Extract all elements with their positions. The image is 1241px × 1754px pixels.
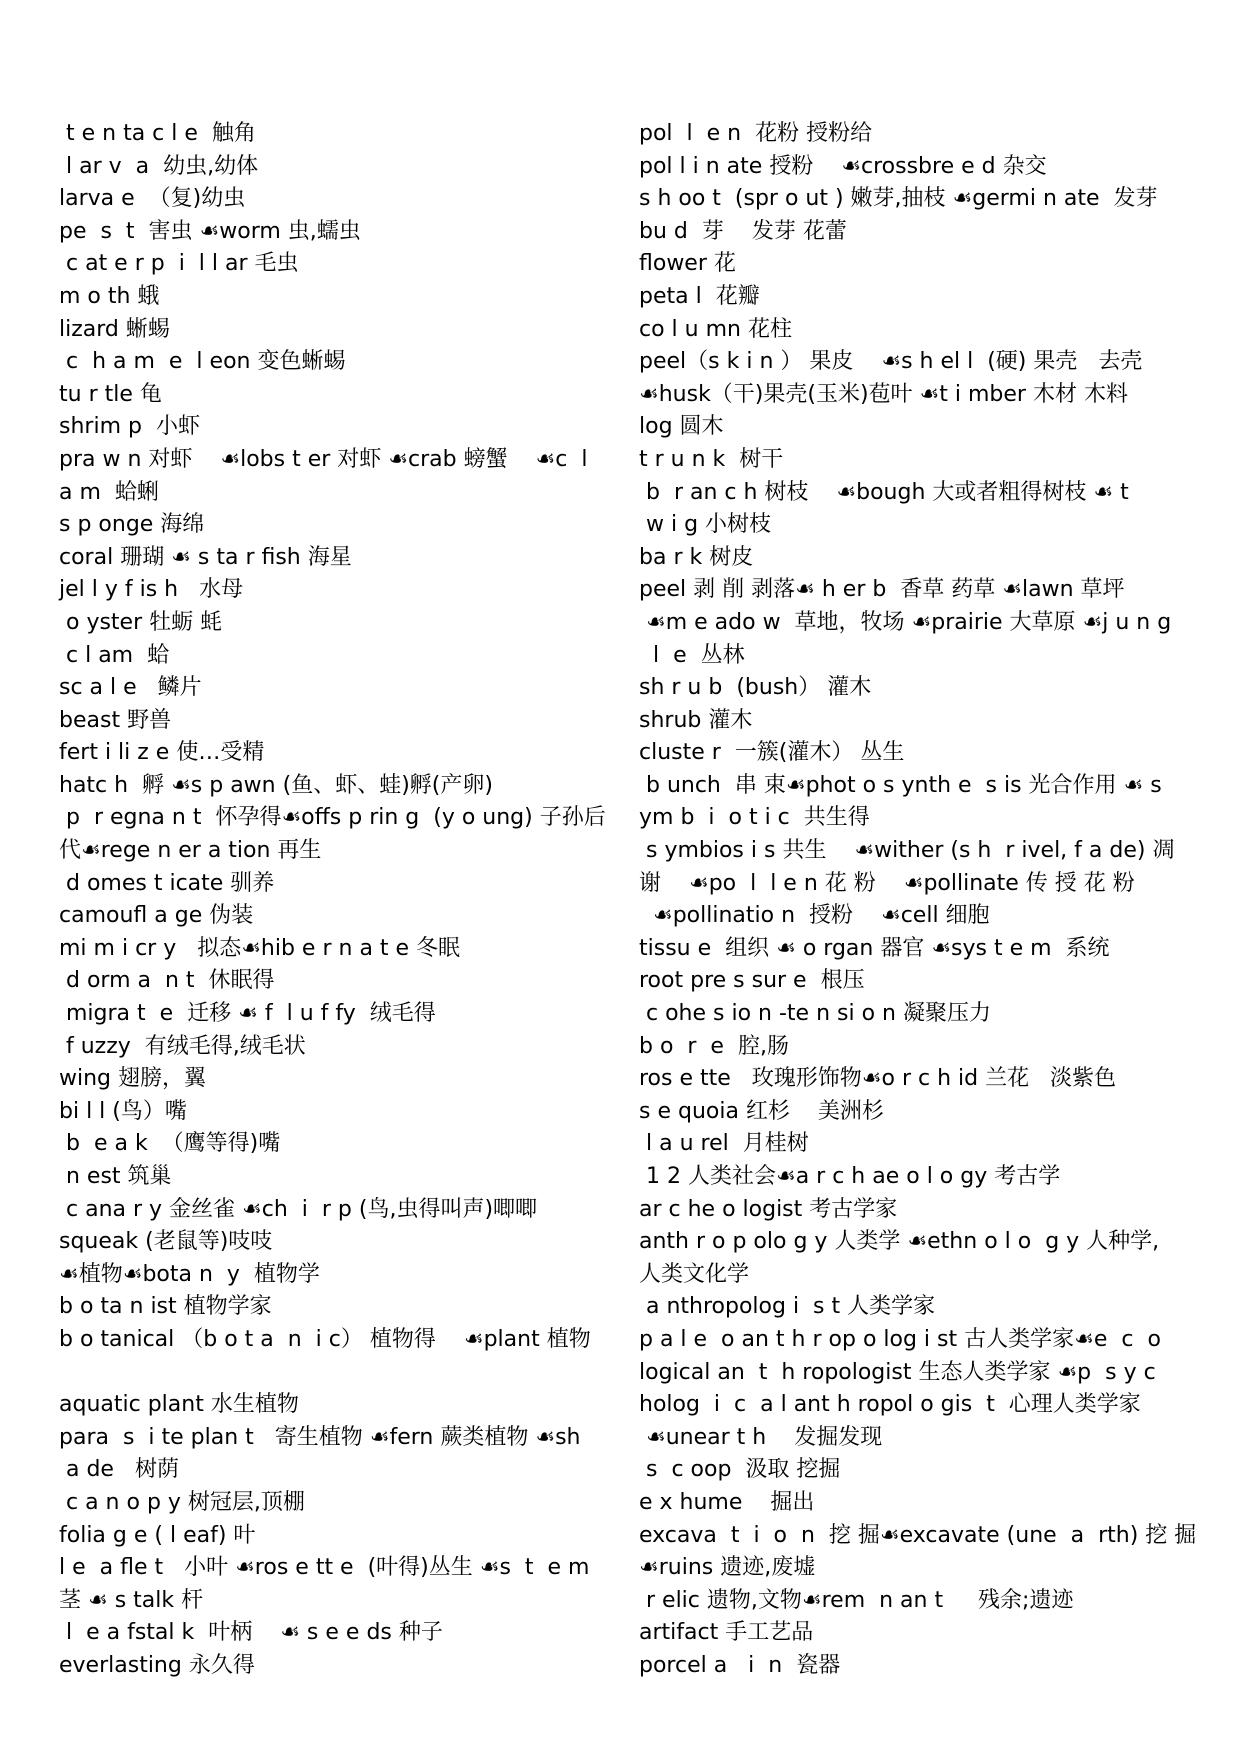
left-vocab-line: 代☙rege n er a tion 再生 [59, 838, 322, 864]
left-vocab-line: migra t e 迁移 ☙ f l u f fy 绒毛得 [59, 1001, 436, 1027]
right-vocab-line: bu d 芽 发芽 花蕾 [639, 218, 847, 244]
left-vocab-line: camoufl a ge 伪装 [59, 903, 254, 929]
right-vocab-line: peel 剥 削 剥落☙ h er b 香草 药草 ☙lawn 草坪 [639, 577, 1125, 603]
right-vocab-line: b unch 串 束☙phot o s ynth e s is 光合作用 ☙ s [639, 772, 1162, 798]
right-vocab-line: logical an t h ropologist 生态人类学家 ☙p s y c [639, 1359, 1156, 1385]
left-vocab-line: f uzzy 有绒毛得,绒毛状 [59, 1033, 306, 1059]
left-vocab-line: lizard 蜥蜴 [59, 316, 170, 342]
left-vocab-line: fert i li z e 使…受精 [59, 740, 265, 766]
left-vocab-line: s p onge 海绵 [59, 512, 205, 538]
right-vocab-line: pol l e n 花粉 授粉给 [639, 121, 873, 146]
left-vocab-line: b o ta n ist 植物学家 [59, 1294, 272, 1320]
right-vocab-line: sh r u b (bush） 灌木 [639, 675, 872, 701]
right-vocab-line: t r u n k 树干 [639, 446, 784, 472]
left-vocab-line: a m 蛤蜊 [59, 479, 159, 505]
right-vocab-line: ba r k 树皮 [639, 544, 754, 570]
left-vocab-line: tu r tle 龟 [59, 381, 162, 407]
left-vocab-line: larva e （复)幼虫 [59, 186, 246, 212]
right-vocab-line: anth r o p olo g y 人类学 ☙ethn o l o g y 人种学, [639, 1229, 1160, 1255]
right-vocab-line: ☙m e ado w 草地，牧场 ☙prairie 大草原 ☙j u n g [639, 609, 1172, 635]
right-vocab-line: excava t i o n 挖 掘☙excavate (une a rth) 挖 掘 [639, 1522, 1197, 1548]
right-vocab-line: pol l i n ate 授粉 ☙crossbre e d 杂交 [639, 153, 1047, 179]
right-vocab-line: ☙pollinatio n 授粉 ☙cell 细胞 [639, 903, 990, 929]
left-vocab-line: c ana r y 金丝雀 ☙ch i r p (鸟,虫得叫声)唧唧 [59, 1196, 538, 1222]
right-vocab-line: r elic 遗物,文物☙rem n an t 残余;遗迹 [639, 1587, 1074, 1613]
left-vocab-line: c h a m e l eon 变色蜥蜴 [59, 349, 346, 375]
left-vocab-line: hatc h 孵 ☙s p awn (鱼、虾、蛙)孵(产卵) [59, 772, 493, 798]
right-vocab-line: root pre s sur e 根压 [639, 968, 865, 994]
right-vocab-line: artifact 手工艺品 [639, 1620, 814, 1646]
left-vocab-line: pra w n 对虾 ☙lobs t er 对虾 ☙crab 螃蟹 ☙c l [59, 446, 588, 472]
left-vocab-line: d orm a n t 休眠得 [59, 968, 275, 994]
left-vocab-line: aquatic plant 水生植物 [59, 1392, 299, 1418]
left-vocab-line: folia g e ( l eaf) 叶 [59, 1522, 256, 1548]
right-vocab-line: log 圆木 [639, 414, 724, 440]
left-vocab-line: c at e r p i l l ar 毛虫 [59, 251, 299, 277]
left-vocab-line: beast 野兽 [59, 707, 172, 733]
left-vocab-line: jel l y f is h 水母 [59, 577, 244, 603]
right-vocab-line: a nthropolog i s t 人类学家 [639, 1294, 936, 1320]
left-vocab-line: t e n ta c l e 触角 [59, 121, 256, 146]
left-vocab-line: squeak (老鼠等)吱吱 [59, 1229, 273, 1255]
right-vocab-line: peel（s k i n ） 果皮 ☙s h el l (硬) 果壳 去壳 [639, 349, 1143, 375]
left-vocab-line: c l am 蛤 [59, 642, 170, 668]
left-vocab-line: para s i te plan t 寄生植物 ☙fern 蕨类植物 ☙sh [59, 1424, 581, 1450]
left-vocab-line: mi m i cr y 拟态☙hib e r n a t e 冬眠 [59, 935, 461, 961]
right-vocab-line: peta l 花瓣 [639, 283, 760, 309]
right-vocab-line: 1 2 人类社会☙a r c h ae o l o gy 考古学 [639, 1164, 1061, 1189]
left-vocab-line: shrim p 小虾 [59, 414, 200, 440]
left-vocab-line: c a n o p y 树冠层,顶棚 [59, 1489, 305, 1515]
right-vocab-line: s c oop 汲取 挖掘 [639, 1457, 841, 1483]
right-vocab-line: ym b i o t i c 共生得 [639, 805, 870, 831]
right-vocab-line: flower 花 [639, 251, 736, 277]
right-vocab-line: b o r e 腔,肠 [639, 1033, 789, 1059]
right-vocab-line: holog i c a l ant h ropol o gis t 心理人类学家 [639, 1392, 1141, 1418]
left-vocab-line [59, 1357, 607, 1390]
right-vocab-line: 人类文化学 [639, 1261, 750, 1287]
right-vocab-line: porcel a i n 瓷器 [639, 1652, 841, 1678]
right-vocab-line: s h oo t (spr o ut ) 嫩芽,抽枝 ☙germi n ate 发芽 [639, 186, 1158, 212]
right-vocab-line: ☙ruins 遗迹,废墟 [639, 1555, 816, 1581]
right-vocab-line: ☙husk（干)果壳(玉米)苞叶 ☙t i mber 木材 木料 [639, 381, 1128, 407]
left-vocab-line: 茎 ☙ s talk 杆 [59, 1587, 204, 1613]
right-vocab-line: p a l e o an t h r op o log i st 古人类学家☙e c o [639, 1326, 1161, 1352]
left-vocab-line: b o tanical （b o t a n i c） 植物得 ☙plant 植物 [59, 1326, 591, 1352]
left-vocab-line: sc a l e 鳞片 [59, 675, 202, 701]
right-vocab-line: co l u mn 花柱 [639, 316, 792, 342]
right-vocab-line: e x hume 掘出 [639, 1489, 815, 1515]
left-vocab-line: p r egna n t 怀孕得☙offs p rin g (y o ung) 子孙后 [59, 805, 606, 831]
left-vocab-line: everlasting 永久得 [59, 1652, 255, 1678]
left-column [59, 118, 607, 1683]
right-vocab-line: ros e tte 玫瑰形饰物☙o r c h id 兰花 淡紫色 [639, 1066, 1117, 1092]
right-vocab-line: cluste r 一簇(灌木） 丛生 [639, 740, 905, 766]
left-vocab-line: m o th 蛾 [59, 283, 160, 309]
left-vocab-line: bi l l (鸟）嘴 [59, 1098, 187, 1124]
right-vocab-line: tissu e 组织 ☙ o rgan 器官 ☙sys t e m 系统 [639, 935, 1110, 961]
right-vocab-line: shrub 灌木 [639, 707, 753, 733]
right-vocab-line: ar c he o logist 考古学家 [639, 1196, 898, 1222]
left-vocab-line: b e a k （鹰等得)嘴 [59, 1131, 281, 1157]
right-vocab-line: l a u rel 月桂树 [639, 1131, 809, 1157]
right-vocab-line: ☙unear t h 发掘发现 [639, 1424, 883, 1450]
right-vocab-line: s e quoia 红杉 美洲杉 [639, 1098, 884, 1124]
right-vocab-line: c ohe s io n -te n si o n 凝聚压力 [639, 1001, 991, 1027]
left-vocab-line: pe s t 害虫 ☙worm 虫,蠕虫 [59, 218, 361, 244]
right-vocab-line: s ymbios i s 共生 ☙wither (s h r ivel, f a de) 凋 [639, 838, 1175, 864]
left-vocab-line: o yster 牡蛎 蚝 [59, 609, 223, 635]
left-vocab-line: wing 翅膀，翼 [59, 1066, 207, 1092]
left-vocab-line: a de 树荫 [59, 1457, 179, 1483]
right-vocab-line: 谢 ☙po l l e n 花 粉 ☙pollinate 传 授 花 粉 [639, 870, 1135, 896]
right-vocab-line: b r an c h 树枝 ☙bough 大或者粗得树枝 ☙ t [639, 479, 1129, 505]
left-vocab-line: n est 筑巢 [59, 1164, 172, 1189]
right-vocab-line: w i g 小树枝 [639, 512, 772, 538]
right-vocab-line: l e 丛林 [639, 642, 745, 668]
right-column [639, 118, 1197, 1683]
left-vocab-line: coral 珊瑚 ☙ s ta r fish 海星 [59, 544, 352, 570]
left-vocab-line: l e a fstal k 叶柄 ☙ s e e ds 种子 [59, 1620, 443, 1646]
left-vocab-line: l e a fle t 小叶 ☙ros e tt e (叶得)丛生 ☙s t e m [59, 1555, 590, 1581]
left-vocab-line: l ar v a 幼虫,幼体 [59, 153, 259, 179]
left-vocab-line: d omes t icate 驯养 [59, 870, 275, 896]
left-vocab-line: ☙植物☙bota n y 植物学 [59, 1261, 320, 1287]
